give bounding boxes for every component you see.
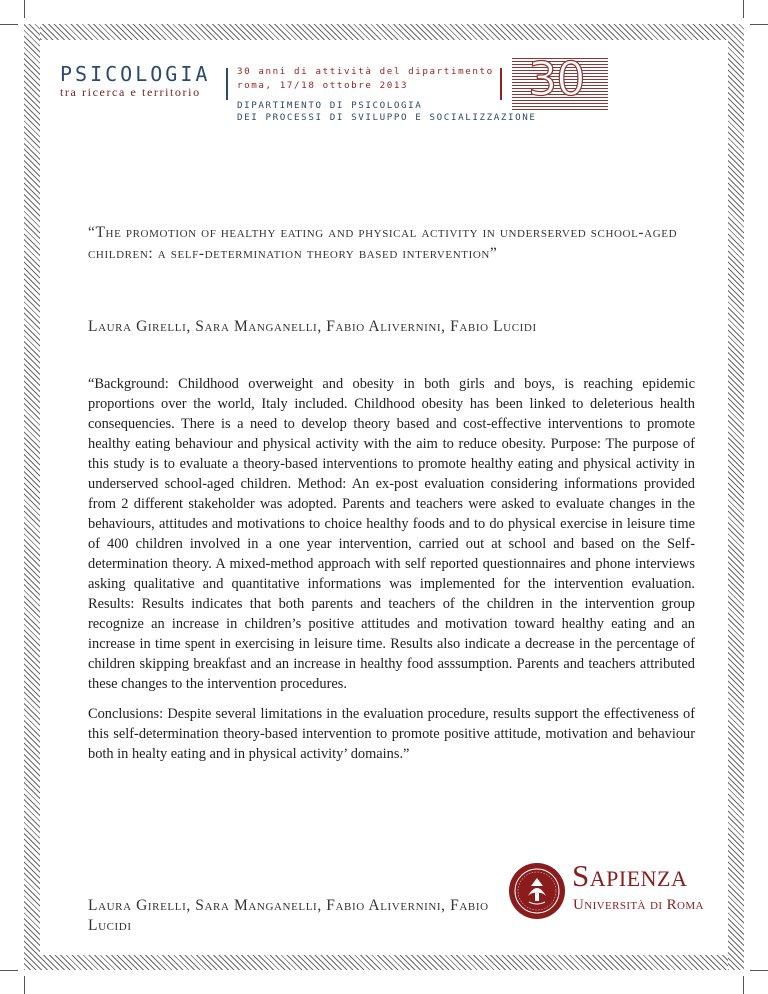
crop-mark	[24, 0, 25, 18]
frame-border-left	[24, 24, 40, 970]
paper-title: “The promotion of healthy eating and physical activity in underserved school-aged children: a self-determination theory based intervention”	[88, 224, 678, 262]
frame-border-right	[728, 24, 744, 970]
frame-border-bottom	[24, 955, 744, 970]
crop-mark	[743, 976, 744, 994]
crop-mark	[0, 970, 18, 971]
abstract-conclusions: Conclusions: Despite several limitations in the evaluation procedure, results support the effectiveness of this self-determination theory-based intervention to promote positive attitude, motivation and behaviour both in healty eating and in physical activity’ domains.”	[88, 706, 695, 762]
brand-subtitle: tra ricerca e territorio	[60, 85, 201, 99]
header-divider	[226, 68, 228, 100]
abstract	[88, 374, 695, 764]
event-description: 30 anni di attività del dipartimento	[237, 66, 494, 77]
university-seal-icon	[508, 862, 566, 920]
crop-mark	[0, 24, 18, 25]
university-name: Sapienza	[572, 858, 688, 893]
university-subtitle: Università di Roma	[573, 897, 704, 913]
crop-mark	[750, 24, 768, 25]
anniversary-logo-number: 30	[528, 52, 585, 106]
department-name: DIPARTIMENTO DI PSICOLOGIA	[237, 100, 423, 111]
department-subname: DEI PROCESSI DI SVILUPPO E SOCIALIZZAZIONE	[237, 112, 537, 123]
paper-authors: Laura Girelli, Sara Manganelli, Fabio Alivernini, Fabio Lucidi	[88, 318, 537, 335]
crop-mark	[750, 970, 768, 971]
event-date: roma, 17/18 ottobre 2013	[237, 80, 409, 91]
frame-border-top	[24, 24, 744, 40]
brand-title: PSICOLOGIA	[60, 62, 211, 86]
abstract-body: “Background: Childhood overweight and obesity in both girls and boys, is reaching epidemic proportions over the world, Italy included. Childhood obesity has been linked to deleterious health consequencies. There is a need to develop theory based and cost-effective interventions to promote healthy eating behaviour and physical activity with the aim to reduce obesity. Purpose: The purpose of this study is to evaluate a theory-based interventions to promote healthy eating and physical activity in underserved school-aged children. Method: An ex-post evaluation considering informations provided from 2 different stakeholder was adopted. Parents and teachers were asked to evaluate changes in the behaviours, attitudes and motivations to choice healthy foods and to do physical exercise in leisure time of 400 children involved in a one year intervention, carried out at school and based on the Self-determination theory. A mixed-method approach with self reported questionnaires and phone interviews asking qualitative and quantitative informations was implemented for the intervention evaluation. Results: Results indicates that both parents and teachers of the children in the intervention group recognize an increase in children’s positive attitudes and motivation toward healthy eating and an increase in time spent in exercising in leisure time. Results also indicate a decrease in the percentage of children skipping breakfast and an increase in healthy food asssumption. Parents and teachers attributed these changes to the intervention procedures.	[88, 376, 695, 692]
crop-mark	[24, 976, 25, 994]
crop-mark	[743, 0, 744, 18]
header-divider	[500, 68, 502, 100]
footer-authors: Laura Girelli, Sara Manganelli, Fabio Alivernini, Fabio Lucidi	[88, 897, 489, 934]
